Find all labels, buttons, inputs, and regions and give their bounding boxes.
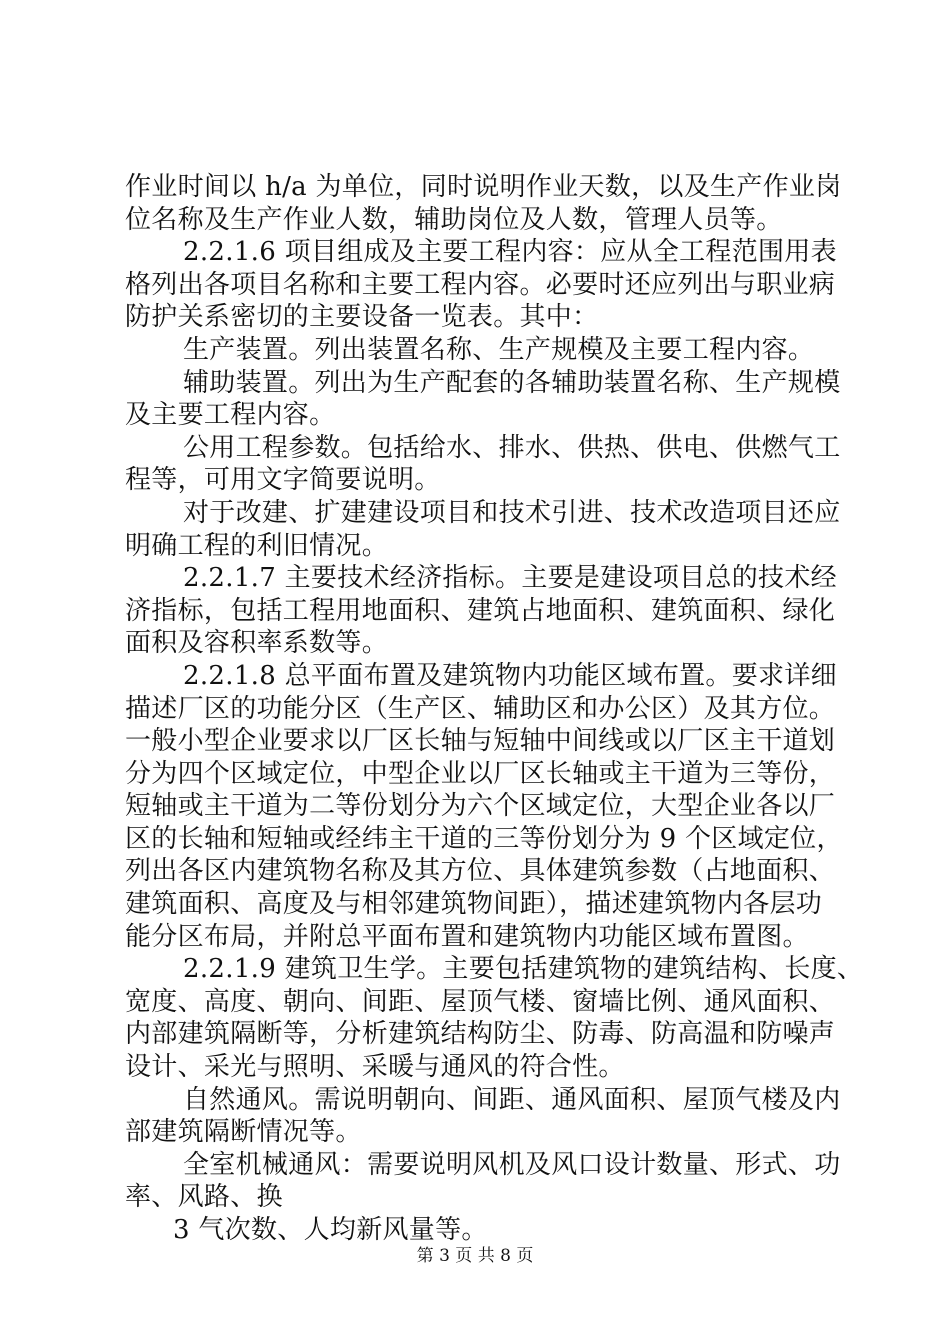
text-line: 建筑面积、高度及与相邻建筑物间距），描述建筑物内各层功 [125,889,823,920]
text-line: 部建筑隔断情况等。 [125,1117,362,1148]
text-line: 设计、采光与照明、采暖与通风的符合性。 [125,1052,625,1083]
text-line: 明确工程的利旧情况。 [125,530,389,561]
text-line: 防护关系密切的主要设备一览表。其中： [125,302,599,333]
text-line: 内部建筑隔断等，分析建筑结构防尘、防毒、防高温和防噪声 [125,1019,836,1050]
text-line: 及主要工程内容。 [125,400,336,431]
text-line: 分为四个区域定位，中型企业以厂区长轴或主干道为三等份， [125,758,836,789]
text-line: 格列出各项目名称和主要工程内容。必要时还应列出与职业病 [125,269,836,300]
text-line: 辅助装置。列出为生产配套的各辅助装置名称、生产规模 [183,367,841,398]
text-line: 公用工程参数。包括给水、排水、供热、供电、供燃气工 [183,432,841,463]
section-heading-line: 2.2.1.9 建筑卫生学。主要包括建筑物的建筑结构、长度、 [183,954,864,985]
text-line: 短轴或主干道为二等份划分为六个区域定位，大型企业各以厂 [125,791,836,822]
text-line: 全室机械通风：需要说明风机及风口设计数量、形式、功 [183,1149,841,1180]
text-line: 区的长轴和短轴或经纬主干道的三等份划分为 9 个区域定位， [125,823,843,854]
text-line: 位名称及生产作业人数，辅助岗位及人数，管理人员等。 [125,204,783,235]
text-line: 对于改建、扩建建设项目和技术引进、技术改造项目还应 [183,497,841,528]
document-body [125,171,864,1247]
text-line: 宽度、高度、朝向、间距、屋顶气楼、窗墙比例、通风面积、 [125,986,836,1017]
text-line: 济指标，包括工程用地面积、建筑占地面积、建筑面积、绿化 [125,595,836,626]
text-line: 自然通风。需说明朝向、间距、通风面积、屋顶气楼及内 [183,1084,841,1115]
text-line: 程等，可用文字简要说明。 [125,465,441,496]
text-line: 作业时间以 h/a 为单位，同时说明作业天数，以及生产作业岗 [125,172,842,202]
text-line: 3 气次数、人均新风量等。 [173,1215,488,1245]
section-heading-line: 2.2.1.7 主要技术经济指标。主要是建设项目总的技术经 [183,563,837,594]
section-heading-line: 2.2.1.6 项目组成及主要工程内容：应从全工程范围用表 [183,237,837,268]
text-line: 生产装置。列出装置名称、生产规模及主要工程内容。 [183,334,815,365]
text-line: 率、风路、换 [125,1182,283,1213]
page-number-footer: 第 3 页 共 8 页 [416,1246,534,1266]
text-line: 一般小型企业要求以厂区长轴与短轴中间线或以厂区主干道划 [125,726,836,757]
text-line: 列出各区内建筑物名称及其方位、具体建筑参数（占地面积、 [125,856,836,887]
text-line: 描述厂区的功能分区（生产区、辅助区和办公区）及其方位。 [125,693,836,724]
section-heading-line: 2.2.1.8 总平面布置及建筑物内功能区域布置。要求详细 [183,660,837,691]
text-line: 能分区布局，并附总平面布置和建筑物内功能区域布置图。 [125,921,809,952]
text-line: 面积及容积率系数等。 [125,628,389,659]
